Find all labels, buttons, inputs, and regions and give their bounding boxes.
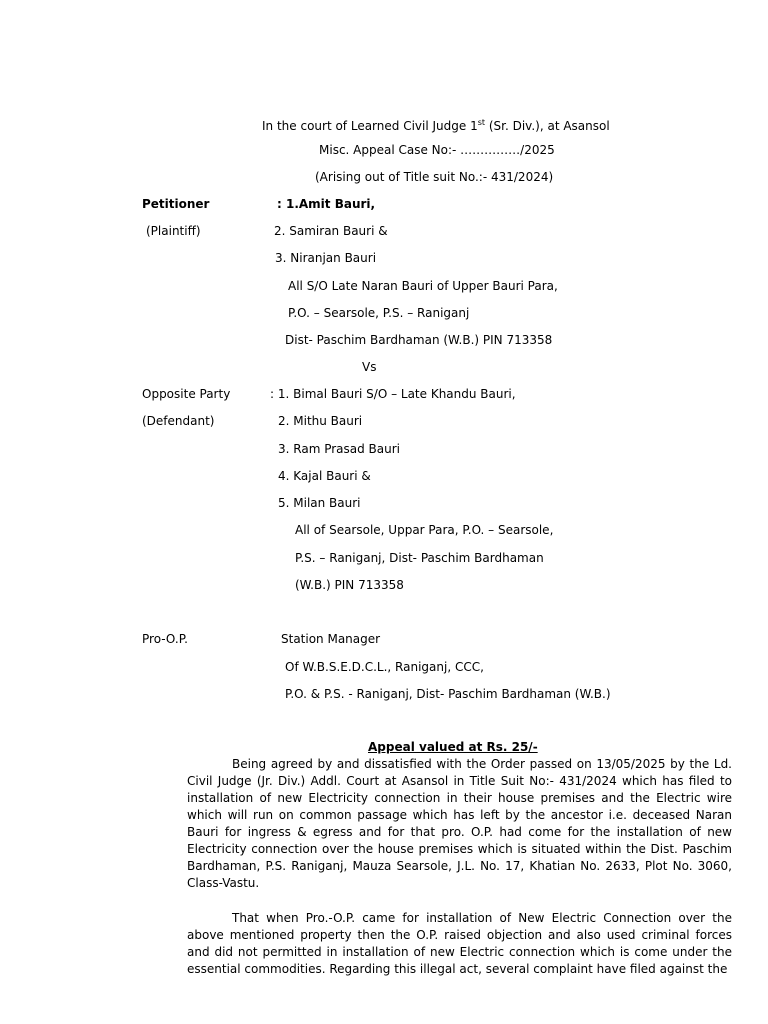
pro-op-line: Station Manager — [281, 632, 381, 646]
opposite-party-line: 2. Mithu Bauri — [278, 414, 363, 428]
appeal-case-number: Misc. Appeal Case No:- ……………/2025 — [319, 143, 555, 157]
petitioner-line: All S/O Late Naran Bauri of Upper Bauri Para, — [288, 279, 558, 293]
court-title — [262, 116, 610, 133]
defendant-label: (Defendant) — [142, 414, 215, 428]
petitioner-line: : 1.Amit Bauri, — [277, 197, 376, 211]
petitioner-line: 2. Samiran Bauri & — [274, 224, 388, 238]
opposite-party-line: 5. Milan Bauri — [278, 496, 361, 510]
petitioner-line: 3. Niranjan Bauri — [275, 251, 377, 265]
court-title-text: In the court of Learned Civil Judge 1 — [262, 119, 478, 133]
appeal-value-heading: Appeal valued at Rs. 25/- — [368, 740, 538, 754]
opposite-party-line: 4. Kajal Bauri & — [278, 469, 371, 483]
court-title-superscript: st — [477, 118, 486, 127]
arising-out-of: (Arising out of Title suit No.:- 431/2024) — [315, 170, 554, 184]
body-paragraph-text: That when Pro.-O.P. came for installation of New Electric Connection over the above mentioned property then the O.P. raised objection and also used criminal forces and did not permitted in installation of new Electric connection which is come under the essential commodities. Regarding this illegal act, several complaint have filed against the — [187, 911, 732, 976]
body-paragraph — [187, 910, 732, 978]
pro-op-line: P.O. & P.S. - Raniganj, Dist- Paschim Bardhaman (W.B.) — [285, 687, 611, 701]
petitioner-line: Dist- Paschim Bardhaman (W.B.) PIN 713358 — [285, 333, 553, 347]
opposite-party-line: All of Searsole, Uppar Para, P.O. – Searsole, — [295, 523, 554, 537]
opposite-party-label: Opposite Party — [142, 387, 231, 401]
opposite-party-line: 3. Ram Prasad Bauri — [278, 442, 401, 456]
plaintiff-label: (Plaintiff) — [146, 224, 201, 238]
versus: Vs — [362, 360, 377, 374]
pro-op-line: Of W.B.S.E.D.C.L., Raniganj, CCC, — [285, 660, 484, 674]
court-title-text-end: (Sr. Div.), at Asansol — [485, 119, 610, 133]
body-paragraph — [187, 756, 732, 892]
opposite-party-line: P.S. – Raniganj, Dist- Paschim Bardhaman — [295, 551, 544, 565]
body-paragraph-text: Being agreed by and dissatisfied with the Order passed on 13/05/2025 by the Ld. Civil Judge (Jr. Div.) Addl. Court at Asansol in Title Suit No:- 431/2024 which has filed to installation of new Electricity connection in their house premises and the Electric wire which will run on common passage which has left by the ancestor i.e. deceased Naran Bauri for ingress & egress and for that pro. O.P. had come for the installation of new Electricity connection over the house premises which is situated within the Dist. Paschim Bardhaman, P.S. Raniganj, Mauza Searsole, J.L. No. 17, Khatian No. 2633, Plot No. 3060, Class-Vastu. — [187, 757, 732, 890]
opposite-party-line: : 1. Bimal Bauri S/O – Late Khandu Bauri, — [270, 387, 516, 401]
petitioner-line: P.O. – Searsole, P.S. – Raniganj — [288, 306, 470, 320]
opposite-party-line: (W.B.) PIN 713358 — [295, 578, 404, 592]
petitioner-label: Petitioner — [142, 197, 210, 211]
pro-op-label: Pro-O.P. — [142, 632, 188, 646]
